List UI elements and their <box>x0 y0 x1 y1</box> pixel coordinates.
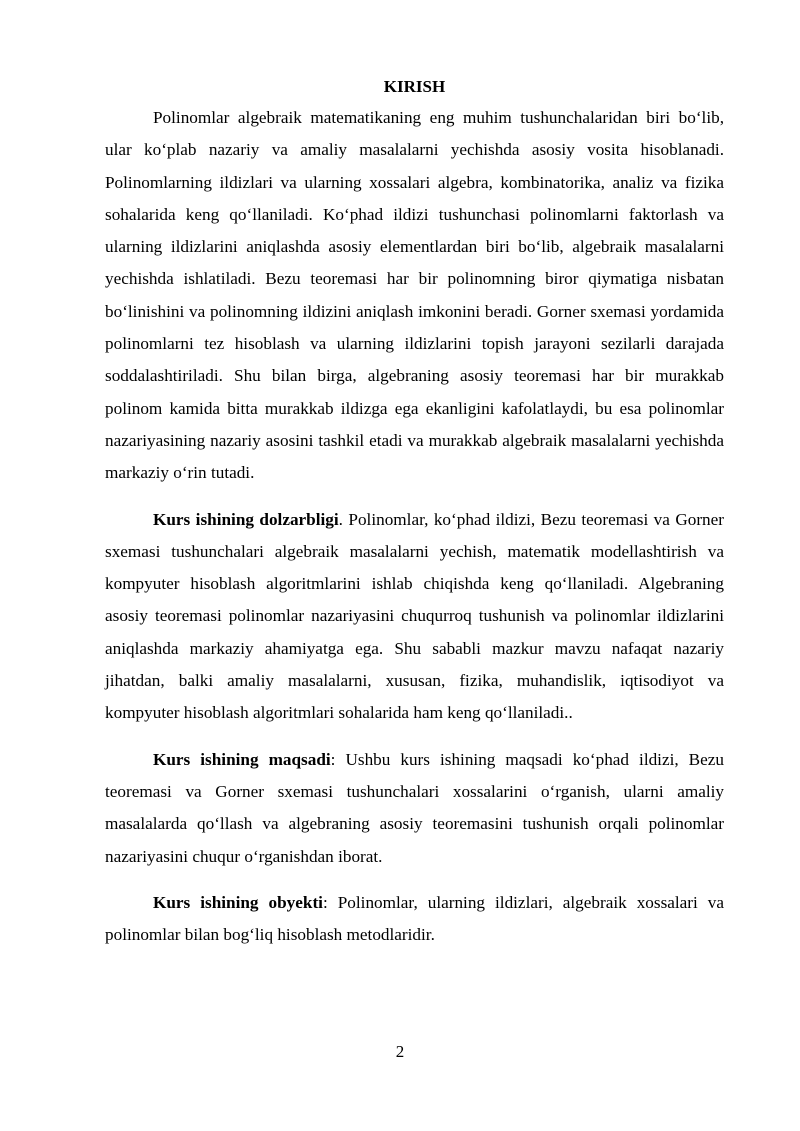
relevance-separator: . <box>338 509 349 529</box>
page-number: 2 <box>395 1042 405 1061</box>
relevance-paragraph <box>105 504 724 730</box>
document-page <box>105 74 724 951</box>
goal-heading: Kurs ishining maqsadi <box>153 749 331 769</box>
relevance-text: Polinomlar, ko‘phad ildizi, Bezu teoremasi va Gorner sxemasi tushunchalari algebraik masalalarni yechish, matematik modellashtirish va kompyuter hisoblash algoritmlarini ishlab chiqishda keng qo‘llaniladi. Algebraning asosiy teoremasi polinomlar nazariyasini chuqurroq tushunish va polinomlar ildizlarini aniqlashda markaziy ahamiyatga ega. Shu sababli mazkur mavzu nafaqat nazariy jihatdan, balki amaliy masalalarni, xususan, fizika, muhandislik, iqtisodiyot va kompyuter hisoblash algoritmlari sohalarida ham keng qo‘llaniladi.. <box>105 509 724 723</box>
page-title: KIRISH <box>383 77 446 96</box>
goal-separator: : <box>330 749 346 769</box>
intro-paragraph: Polinomlar algebraik matematikaning eng muhim tushunchalaridan biri bo‘lib, ular ko‘plab nazariy va amaliy masalalarni yechishda asosiy vosita hisoblanadi. Polinomlarning ildizlari va ularning xossalari algebra, kombinatorika, analiz va fizika sohalarida keng qo‘llaniladi. Ko‘phad ildizi tushunchasi polinomlarni faktorlash va ularning ildizlarini aniqlashda asosiy elementlardan biri bo‘lib, algebraik masalalarni yechishda ishlatiladi. Bezu teoremasi har bir polinomning biror qiymatiga nisbatan bo‘linishini va polinomning ildizini aniqlash imkonini beradi. Gorner sxemasi yordamida polinomlarni tez hisoblash va ularning ildizlarini topish jarayoni sezilarli darajada soddalashtiriladi. Shu bilan birga, algebraning asosiy teoremasi har bir murakkab polinom kamida bitta murakkab ildizga ega ekanligini kafolatlaydi, bu esa polinomlar nazariyasining nazariy asosini tashkil etadi va murakkab algebraik masalalarni yechishda markaziy o‘rin tutadi. <box>105 108 724 483</box>
object-paragraph <box>105 887 724 952</box>
object-heading: Kurs ishining obyekti <box>153 892 323 912</box>
goal-paragraph <box>105 744 724 873</box>
object-separator: : <box>322 892 338 912</box>
object-text: Polinomlar, ularning ildizlari, algebraik xossalari va polinomlar bilan bog‘liq hisoblash metodlaridir. <box>105 892 725 945</box>
relevance-heading: Kurs ishining dolzarbligi <box>153 509 339 529</box>
goal-text: Ushbu kurs ishining maqsadi ko‘phad ildizi, Bezu teoremasi va Gorner sxemasi tushunchalari xossalarini o‘rganish, ularni amaliy masalalarda qo‘llash va algebraning asosiy teoremasini tushunish orqali polinomlar nazariyasini chuqur o‘rganishdan iborat. <box>105 749 724 866</box>
